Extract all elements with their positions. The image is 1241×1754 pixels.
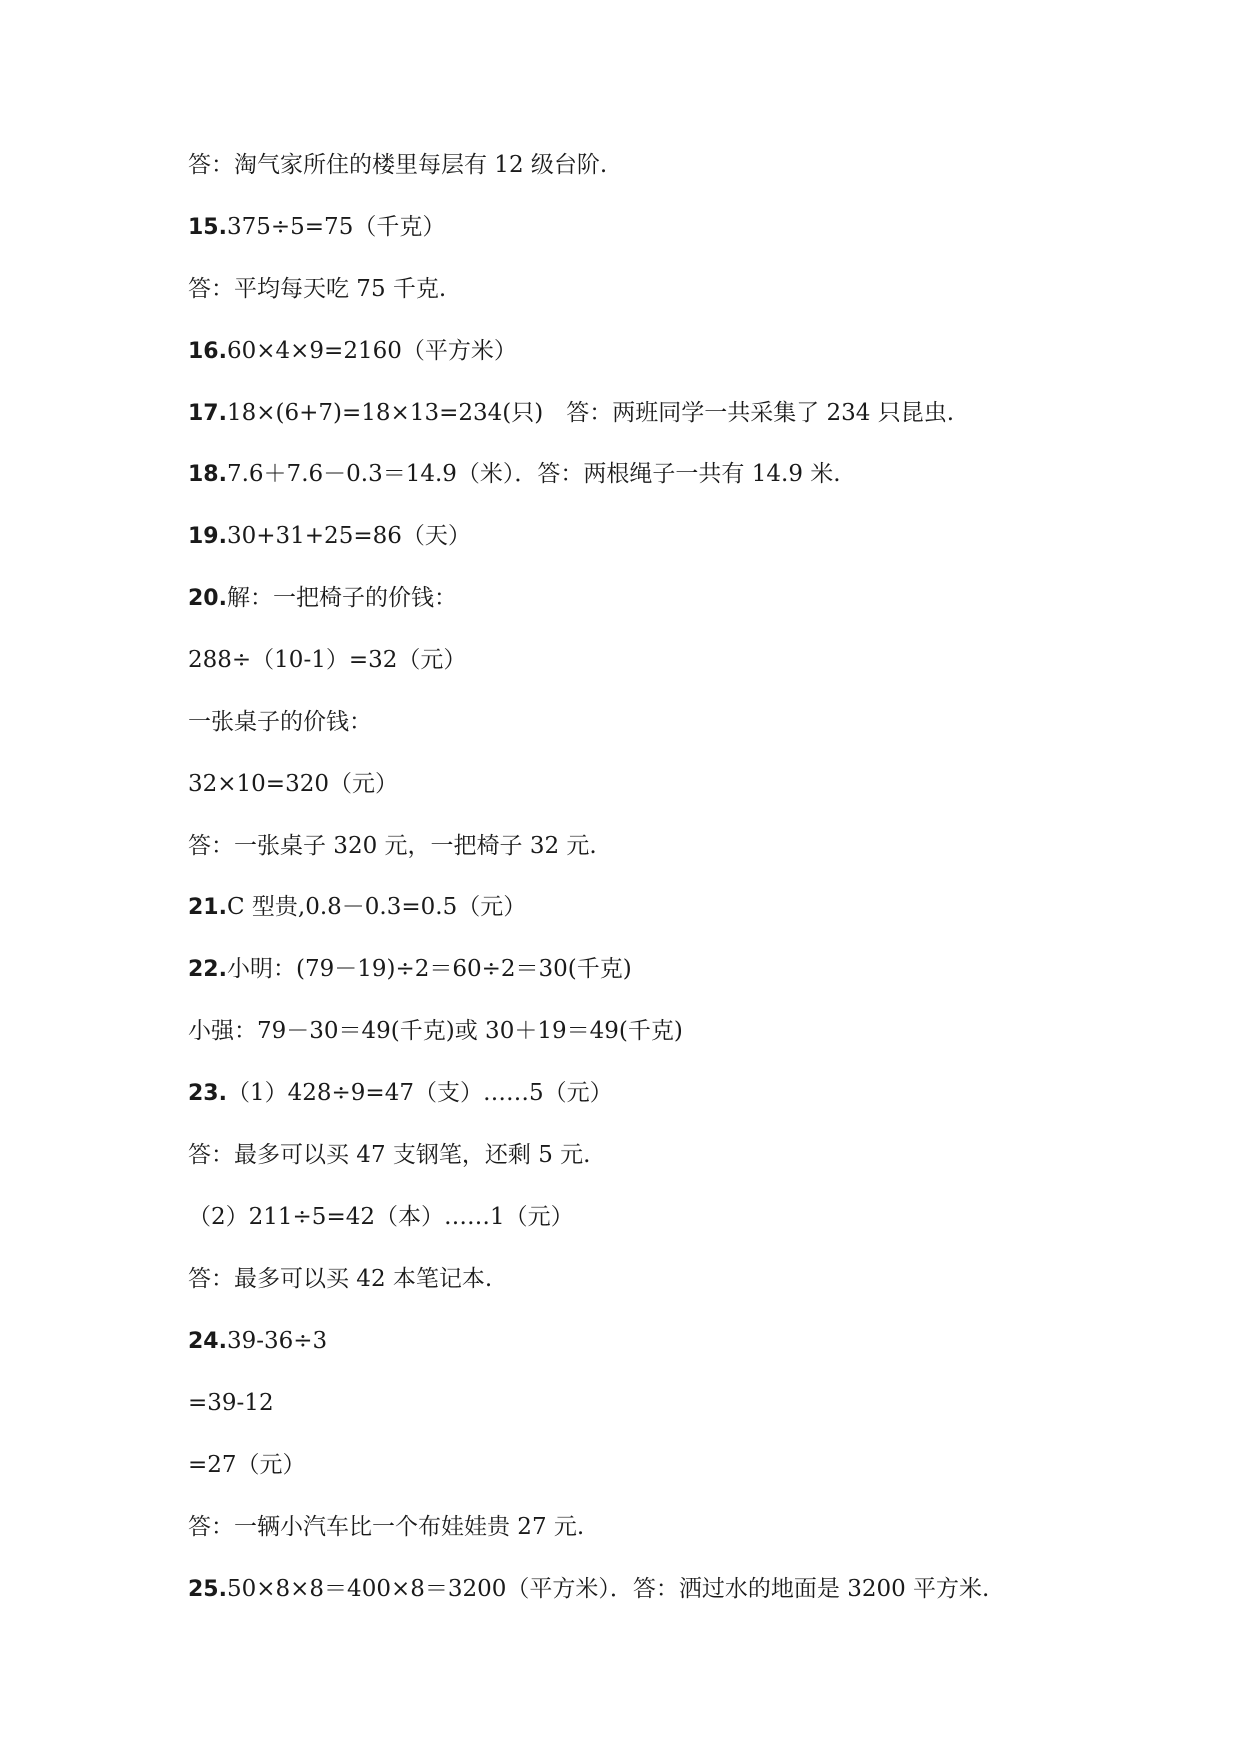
answer-line-24-step1 [188, 1388, 274, 1419]
answer-line-24-step2 [188, 1450, 306, 1481]
line-text: 答：淘气家所住的楼里每层有 12 级台阶. [188, 152, 608, 178]
question-number: 24. [188, 1329, 227, 1354]
question-number: 17. [188, 401, 227, 426]
line-text: 答：最多可以买 47 支钢笔，还剩 5 元. [188, 1142, 591, 1168]
line-text: 50×8×8＝400×8＝3200（平方米）．答：洒过水的地面是 3200 平方米. [226, 1576, 990, 1602]
answer-line-16 [188, 336, 517, 367]
question-number: 21. [188, 895, 227, 920]
question-number: 20. [188, 586, 227, 611]
line-text: 答：平均每天吃 75 千克. [188, 276, 447, 302]
answer-line-20-step2 [188, 769, 398, 800]
answer-line-19 [188, 521, 471, 552]
question-number: 15. [188, 215, 227, 240]
question-number: 22. [188, 957, 227, 982]
line-text: 小明：(79－19)÷2＝60÷2＝30(千克) [226, 956, 632, 982]
answer-line-14-conclusion [188, 150, 607, 181]
answer-line-17 [188, 398, 954, 429]
answer-line-24-conclusion [188, 1512, 584, 1543]
question-number: 25. [188, 1577, 227, 1602]
line-text: 解：一把椅子的价钱： [226, 585, 457, 611]
line-text: 375÷5=75（千克） [226, 214, 446, 240]
answer-line-15-conclusion [188, 274, 446, 305]
question-number: 18. [188, 462, 227, 487]
line-text: 答：一张桌子 320 元，一把椅子 32 元. [188, 833, 597, 859]
line-text: 答：最多可以买 42 本笔记本. [188, 1266, 493, 1292]
line-text: 60×4×9=2160（平方米） [226, 338, 517, 364]
answer-line-20 [188, 583, 457, 614]
line-text: 小强：79－30＝49(千克)或 30＋19＝49(千克) [188, 1018, 683, 1044]
answer-line-23 [188, 1078, 613, 1109]
line-text: =39-12 [188, 1390, 274, 1416]
answer-line-23-conclusion2 [188, 1264, 492, 1295]
line-text: 288÷（10-1）=32（元） [188, 647, 467, 673]
answer-line-15 [188, 212, 445, 243]
question-number: 16. [188, 339, 227, 364]
answer-line-23-part2 [188, 1202, 574, 1233]
line-text: 一张桌子的价钱： [188, 709, 372, 735]
question-number: 23. [188, 1081, 227, 1106]
line-text: =27（元） [188, 1452, 306, 1478]
line-text: 39-36÷3 [226, 1328, 328, 1354]
answer-line-23-conclusion1 [188, 1140, 590, 1171]
answer-line-22-part2 [188, 1016, 683, 1047]
question-number: 19. [188, 524, 227, 549]
answer-line-24 [188, 1326, 327, 1357]
answer-line-25 [188, 1574, 989, 1605]
answer-line-21 [188, 892, 526, 923]
answer-line-20-label2 [188, 707, 372, 738]
line-text: （2）211÷5=42（本）……1（元） [188, 1204, 574, 1230]
line-text: C 型贵,0.8－0.3=0.5（元） [226, 894, 527, 920]
answer-line-20-step1 [188, 645, 466, 676]
line-text: 30+31+25=86（天） [226, 523, 471, 549]
line-text: （1）428÷9=47（支）……5（元） [226, 1080, 613, 1106]
line-text: 7.6＋7.6－0.3＝14.9（米）．答：两根绳子一共有 14.9 米. [226, 461, 841, 487]
answer-line-20-conclusion [188, 831, 597, 862]
line-text: 答：一辆小汽车比一个布娃娃贵 27 元. [188, 1514, 585, 1540]
line-text: 32×10=320（元） [188, 771, 398, 797]
answer-line-18 [188, 459, 841, 490]
answer-line-22 [188, 954, 632, 985]
line-text: 18×(6+7)=18×13=234(只) 答：两班同学一共采集了 234 只昆虫. [226, 400, 955, 426]
